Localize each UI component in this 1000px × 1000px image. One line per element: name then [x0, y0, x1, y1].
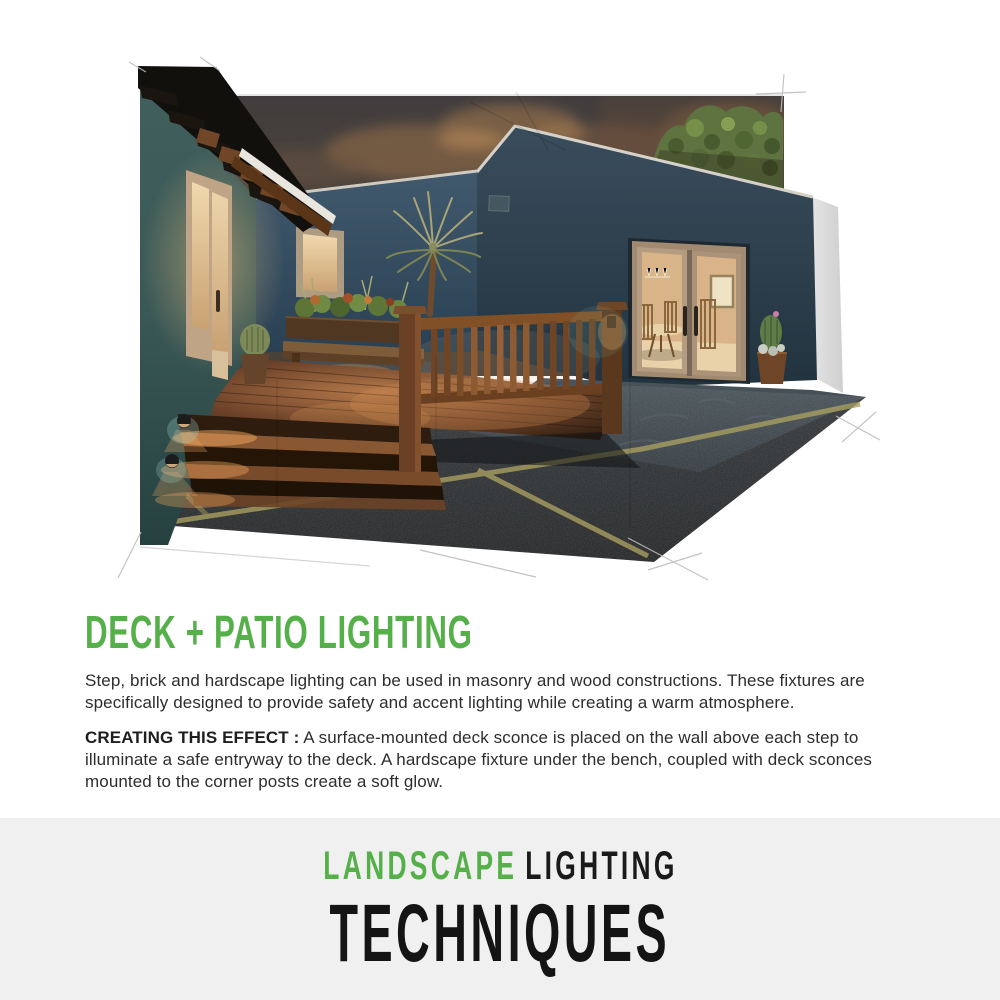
effect-paragraph [85, 727, 930, 793]
text-section [85, 606, 930, 806]
section-heading: DECK + PATIO LIGHTING [85, 606, 473, 658]
effect-text: A surface-mounted deck sconce is placed on the wall above each step to illuminate a safe entryway to the deck. A hardscape fixture under the bench, coupled with deck sconces mounted to the corner posts create a soft glow. [85, 728, 872, 791]
page-edge-band [812, 197, 843, 393]
brand-word-lighting: LIGHTING [524, 844, 678, 888]
cactus-flower [773, 311, 779, 317]
footer-band [0, 818, 1000, 1000]
intro-paragraph: Step, brick and hardscape lighting can be used in masonry and wood constructions. These fixtures are specifically designed to provide safety and accent lighting while creating a warm atmosphere. [85, 671, 865, 712]
brand-text [323, 846, 677, 886]
attic-vent [489, 196, 510, 212]
door-handle-left [683, 306, 687, 336]
lit-window [296, 227, 344, 299]
series-title-line [0, 888, 1000, 979]
brand-line [0, 846, 1000, 886]
door-handle-right [694, 306, 698, 336]
french-doors [628, 238, 750, 384]
brand-word-landscape: LANDSCAPE [322, 844, 517, 888]
series-title: TECHNIQUES [329, 888, 671, 979]
entry-door-handle [216, 290, 220, 312]
pouf-cactus-pot [240, 324, 270, 384]
effect-label: CREATING THIS EFFECT : [85, 728, 300, 747]
lit-entry-door [186, 170, 232, 380]
